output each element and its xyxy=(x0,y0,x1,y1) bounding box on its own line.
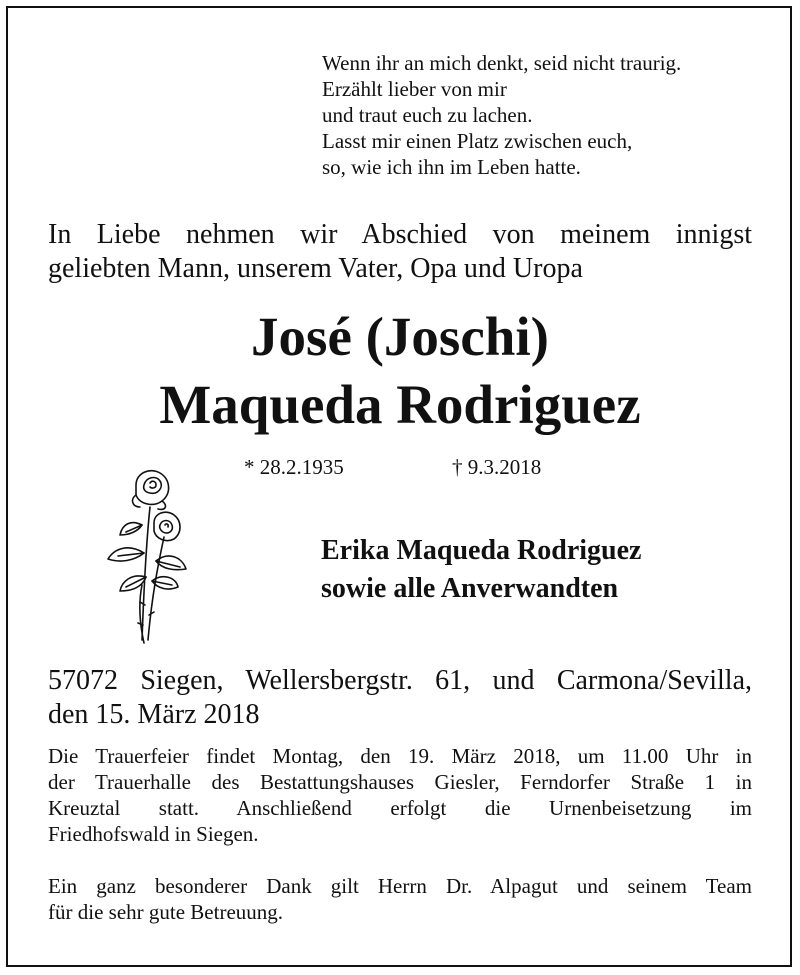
intro-line: In Liebe nehmen wir Abschied von meinem innigst xyxy=(48,219,752,250)
poem xyxy=(322,50,772,180)
poem-line: Lasst mir einen Platz zwischen euch, xyxy=(322,129,633,153)
poem-line: und traut euch zu lachen. xyxy=(322,103,533,127)
place-and-date xyxy=(48,664,752,732)
ceremony-line: Kreuztal statt. Anschließend erfolgt die Urnenbeisetzung im xyxy=(48,796,752,820)
mourner-line: sowie alle Anverwandten xyxy=(321,573,619,604)
poem-line: Erzählt lieber von mir xyxy=(322,77,507,101)
intro-text xyxy=(48,218,752,286)
ceremony-line: der Trauerhalle des Bestattungshauses Giesler, Ferndorfer Straße 1 in xyxy=(48,770,752,794)
ceremony-line: Friedhofswald in Siegen. xyxy=(48,822,259,846)
poem-line: so, wie ich ihn im Leben hatte. xyxy=(322,155,581,179)
intro-line: geliebten Mann, unserem Vater, Opa und Uropa xyxy=(48,253,583,284)
mourners xyxy=(321,532,641,608)
poem-line: Wenn ihr an mich denkt, seid nicht traurig. xyxy=(322,51,682,75)
place-line: den 15. März 2018 xyxy=(48,699,260,730)
place-line: 57072 Siegen, Wellersbergstr. 61, und Carmona/Sevilla, xyxy=(48,665,752,696)
birth-date: * 28.2.1935 xyxy=(244,455,344,479)
thanks-text xyxy=(48,873,752,925)
thanks-line: Ein ganz besonderer Dank gilt Herrn Dr. Alpagut und seinem Team xyxy=(48,874,752,898)
mourner-line: Erika Maqueda Rodriguez xyxy=(321,535,642,566)
death-date: † 9.3.2018 xyxy=(452,455,542,479)
ceremony-line: Die Trauerfeier findet Montag, den 19. März 2018, um 11.00 Uhr in xyxy=(48,744,752,768)
thanks-line: für die sehr gute Betreuung. xyxy=(48,900,284,924)
deceased-name-line2: Maqueda Rodriguez xyxy=(159,374,641,435)
deceased-name-line1: José (Joschi) xyxy=(251,306,549,367)
rose-icon xyxy=(98,465,192,645)
ceremony-info xyxy=(48,743,752,847)
